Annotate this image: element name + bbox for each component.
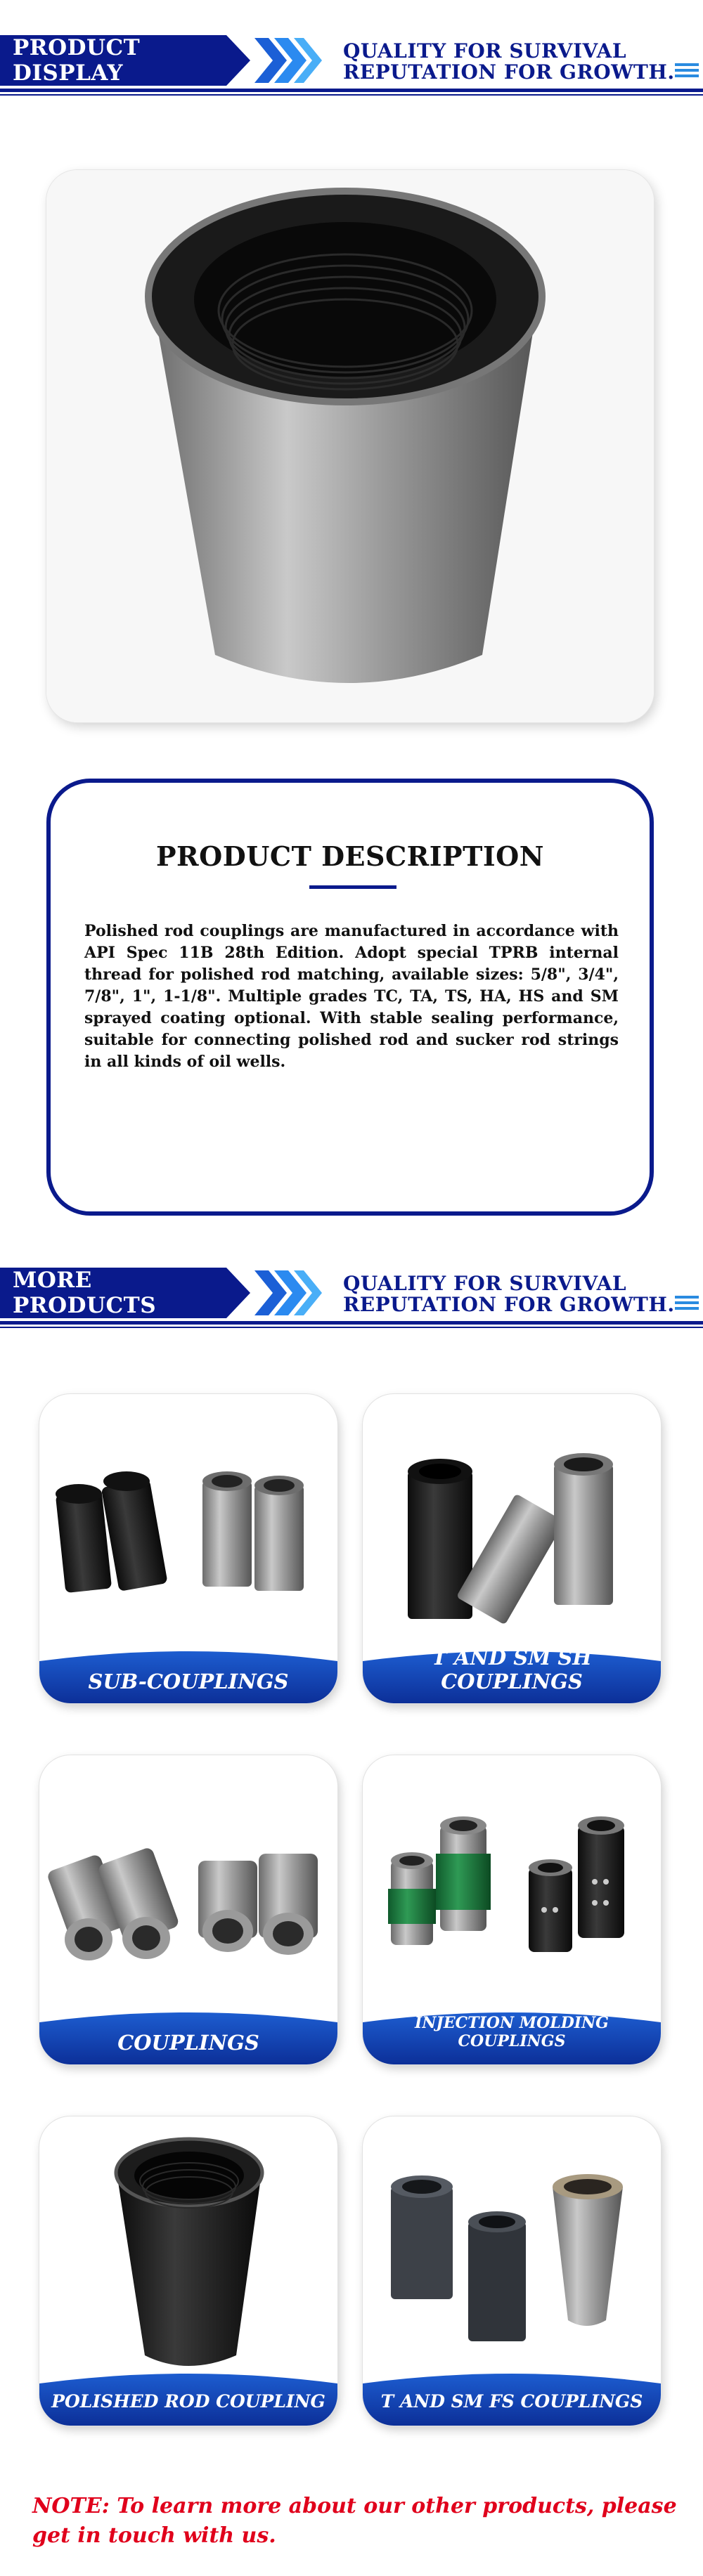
section-tab: PRODUCT DISPLAY: [0, 35, 226, 86]
product-label: POLISHED ROD COUPLING: [51, 2391, 325, 2412]
section-header-more: [0, 1268, 703, 1327]
injection-molding-couplings-image: [363, 1755, 661, 2008]
product-label: SUB-COUPLINGS: [88, 1670, 289, 1693]
t-and-sm-sh-couplings-image: [363, 1394, 661, 1647]
couplings-image: [39, 1755, 337, 2008]
slogan-line1: QUALITY FOR SURVIVAL: [343, 39, 627, 63]
product-label: T AND SM FS COUPLINGS: [380, 2391, 643, 2412]
divider: [0, 94, 703, 96]
product-label: T AND SM SH COUPLINGS: [432, 1646, 592, 1693]
polished-rod-coupling-image: [39, 2116, 337, 2369]
slogan-line1: QUALITY FOR SURVIVAL: [343, 1272, 627, 1295]
slogan-line2: REPUTATION FOR GROWTH.: [343, 60, 675, 84]
title-underline: [309, 885, 396, 889]
contact-note: NOTE: To learn more about our other products, please get in touch with us.: [32, 2494, 677, 2548]
menu-lines-icon: [675, 63, 699, 80]
chevron-arrows-icon: [254, 1270, 325, 1315]
polished-rod-coupling-image: [46, 170, 654, 722]
menu-lines-icon: [675, 1296, 699, 1313]
chevron-arrows-icon: [254, 38, 325, 83]
product-card-polished-rod-coupling[interactable]: [39, 2116, 337, 2426]
t-and-sm-fs-couplings-image: [363, 2116, 661, 2369]
slogan: [343, 1273, 675, 1315]
product-card-sub-couplings[interactable]: [39, 1394, 337, 1703]
main-product-photo: [46, 170, 654, 722]
divider: [0, 1321, 703, 1325]
divider: [0, 1327, 703, 1328]
slogan: [343, 41, 675, 83]
slogan-line2: REPUTATION FOR GROWTH.: [343, 1293, 675, 1316]
section-tab: MORE PRODUCTS: [0, 1268, 226, 1318]
divider: [0, 89, 703, 92]
product-label: COUPLINGS: [117, 2031, 259, 2055]
description-title: PRODUCT DESCRIPTION: [155, 840, 545, 872]
product-description-card: [46, 779, 654, 1216]
description-body: Polished rod couplings are manufactured in accordance with API Spec 11B 28th Edition. Adopt special TPRB internal thread for polished rod matching, available sizes: 5/8", 3/4", 7/8", 1", 1-1/8". Multiple grades TC, TA, TS, HA, HS and SM sprayed coating optional. With stable sealing performance, suitable for connecting polished rod and sucker rod strings in all kinds of oil wells.: [84, 922, 619, 1071]
product-card-injection-molding-couplings[interactable]: [363, 1755, 661, 2064]
section-header-display: [0, 35, 703, 94]
product-card-t-and-sm-sh-couplings[interactable]: [363, 1394, 661, 1703]
sub-couplings-image: [39, 1394, 337, 1647]
product-card-t-and-sm-fs-couplings[interactable]: [363, 2116, 661, 2426]
product-card-couplings[interactable]: [39, 1755, 337, 2064]
product-label: INJECTION MOLDING COUPLINGS: [415, 2014, 609, 2050]
